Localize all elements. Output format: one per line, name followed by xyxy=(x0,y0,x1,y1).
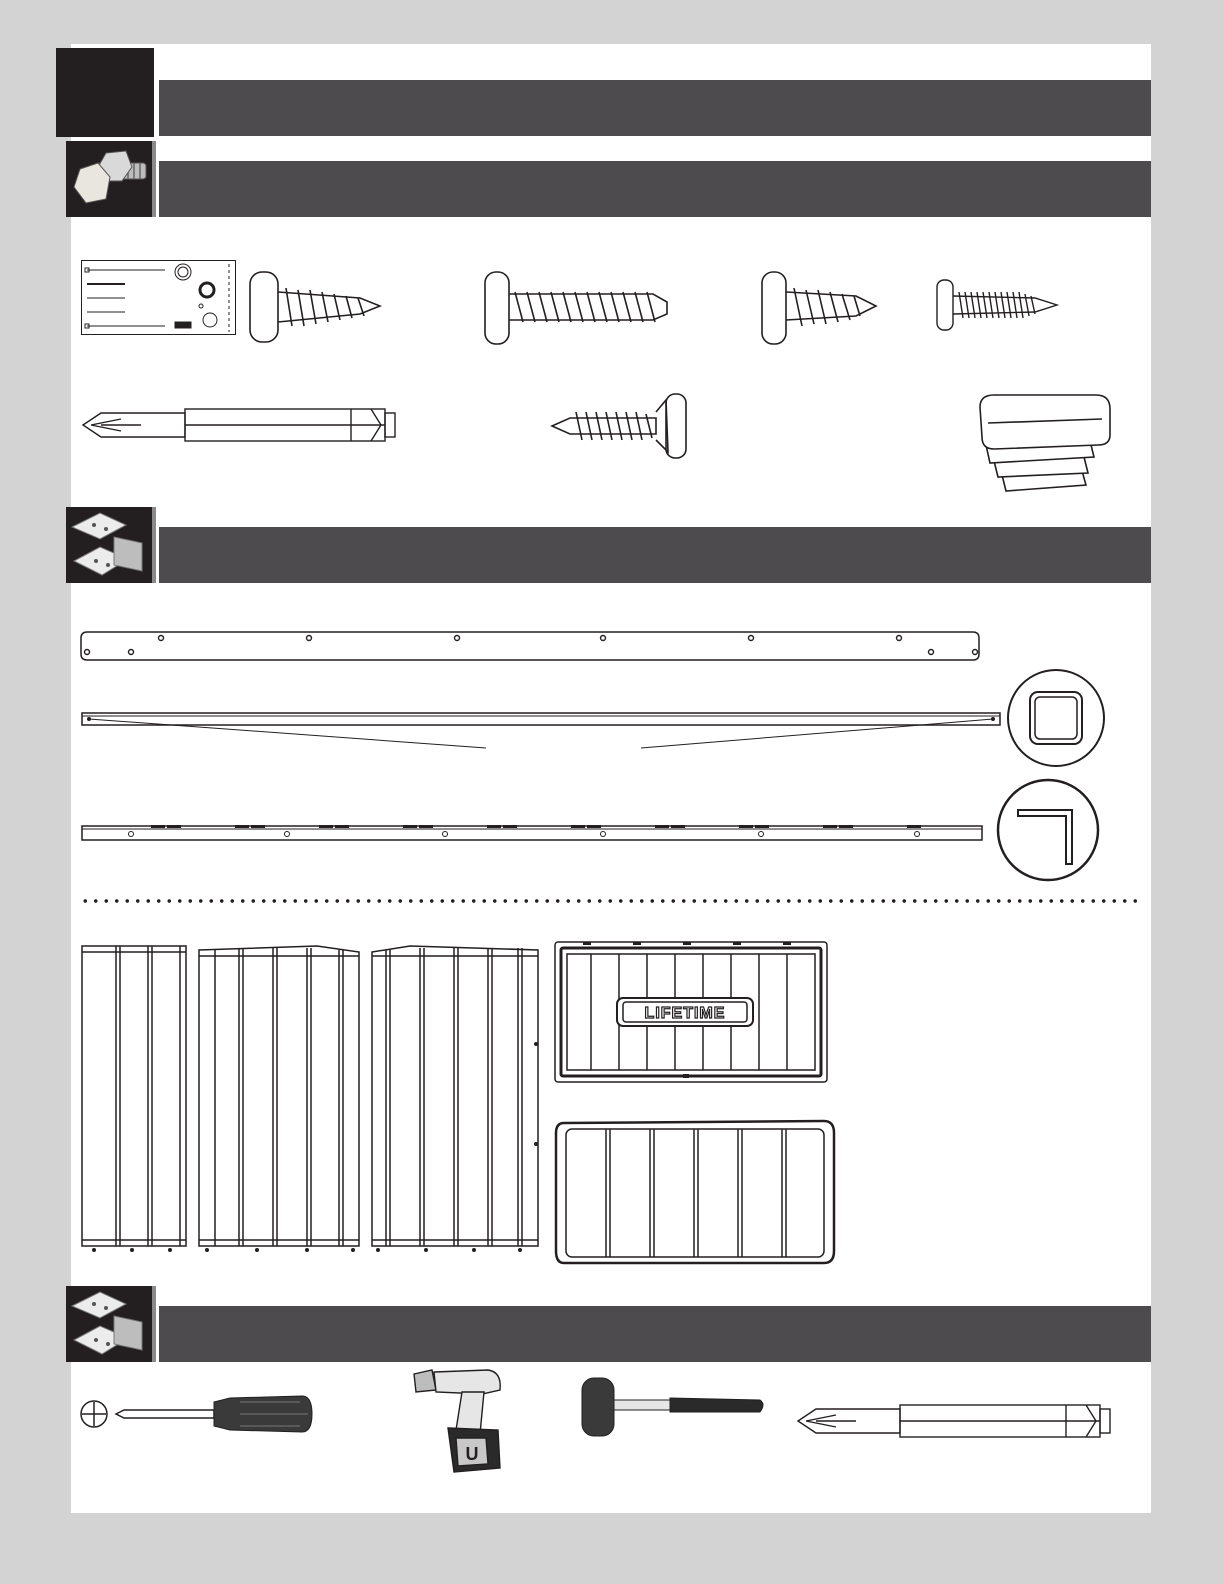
page-title-bar xyxy=(159,80,1151,136)
wall-panel-medium-icon xyxy=(197,944,363,1258)
hardware-section-bar xyxy=(159,161,1151,217)
hardware-icon-box xyxy=(66,141,156,217)
drill-brand-mark: U xyxy=(465,1444,479,1464)
parts-section-bar xyxy=(159,527,1151,583)
door-panel-lower-icon xyxy=(554,1119,838,1267)
square-tube-icon xyxy=(81,710,1005,758)
tools-icon-box xyxy=(66,1286,156,1362)
square-end-cap-icon xyxy=(978,393,1114,501)
flat-rail-icon xyxy=(81,630,981,662)
screw-large-head-icon xyxy=(248,270,388,346)
door-panel-icon xyxy=(553,940,837,1090)
bolt-nut-icon xyxy=(66,141,152,217)
bracket-icon xyxy=(66,1286,152,1362)
driver-bit-icon xyxy=(81,405,397,445)
lifetime-logo: LIFETIME xyxy=(644,1005,726,1022)
parts-icon-box xyxy=(66,507,156,583)
self-drilling-screw-icon xyxy=(548,390,696,462)
section-divider xyxy=(80,899,1140,903)
rubber-mallet-icon xyxy=(578,1374,768,1440)
cordless-drill-icon xyxy=(412,1368,508,1476)
screw-long-icon xyxy=(483,270,669,346)
wall-panel-narrow-icon xyxy=(80,944,190,1258)
hardware-card-icon xyxy=(81,260,237,336)
phillips-screwdriver-icon xyxy=(80,1392,314,1436)
tools-section-bar xyxy=(159,1306,1151,1362)
screw-fine-thread-icon xyxy=(935,278,1061,334)
screw-short-tip-icon xyxy=(760,270,880,346)
bracket-icon xyxy=(66,507,152,583)
wall-panel-wide-icon xyxy=(370,944,542,1258)
square-tube-profile-icon xyxy=(1006,668,1108,770)
angle-rail-icon xyxy=(81,822,987,844)
angle-profile-icon xyxy=(996,778,1104,886)
step-number-block xyxy=(56,48,154,137)
phillips-bit-icon xyxy=(796,1401,1112,1441)
